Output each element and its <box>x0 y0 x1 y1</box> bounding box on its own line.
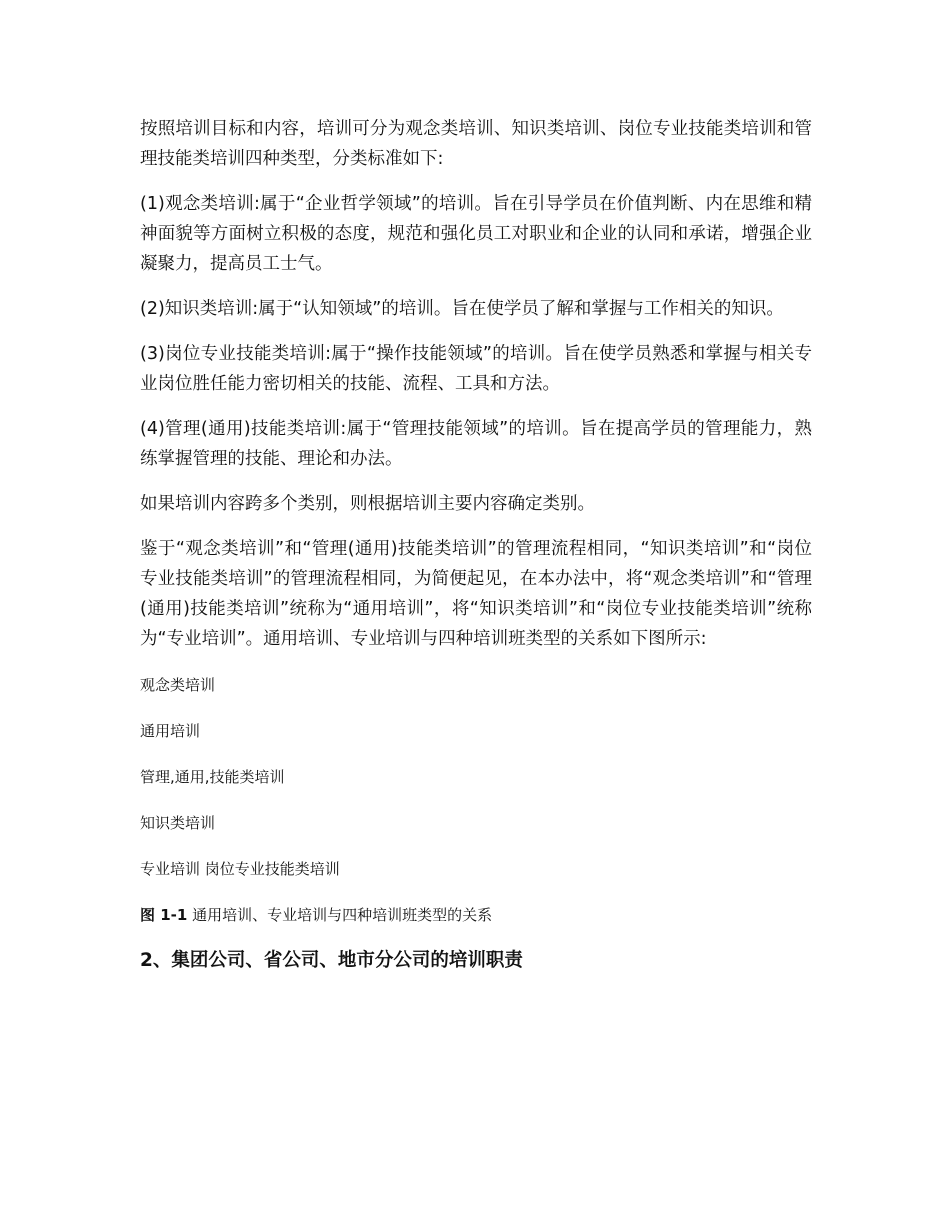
concept-training-paragraph: (1)观念类培训:属于“企业哲学领域”的培训。旨在引导学员在价值判断、内在思维和精神面貌等方面树立积极的态度，规范和强化员工对职业和企业的认同和承诺，增强企业凝聚力，提高员工士气。 <box>140 194 812 274</box>
management-training-paragraph: (4)管理(通用)技能类培训:属于“管理技能领域”的培训。旨在提高学员的管理能力，熟练掌握管理的技能、理论和办法。 <box>140 419 812 469</box>
figure-caption-text: 通用培训、专业培训与四种培训班类型的关系 <box>192 906 493 924</box>
training-relation-diagram <box>140 674 812 880</box>
diagram-label-general: 通用培训 <box>140 722 201 740</box>
skill-training-paragraph: (3)岗位专业技能类培训:属于“操作技能领域”的培训。旨在使学员熟悉和掌握与相关专业岗位胜任能力密切相关的技能、流程、工具和方法。 <box>140 344 812 394</box>
classification-summary-paragraph: 鉴于“观念类培训”和“管理(通用)技能类培训”的管理流程相同，“知识类培训”和“岗位专业技能类培训”的管理流程相同，为简便起见，在本办法中，将“观念类培训”和“管理(通用)技能类培训”统称为“通用培训”，将“知识类培训”和“岗位专业技能类培训”统称为“专业培训”。通用培训、专业培训与四种培训班类型的关系如下图所示: <box>140 539 812 649</box>
diagram-label-knowledge: 知识类培训 <box>140 814 216 832</box>
figure-caption <box>140 904 812 926</box>
diagram-label-management: 管理,通用,技能类培训 <box>140 768 285 786</box>
diagram-label-professional: 专业培训 岗位专业技能类培训 <box>140 860 340 878</box>
figure-number: 图 1-1 <box>140 906 188 924</box>
diagram-label-concept: 观念类培训 <box>140 676 216 694</box>
multi-category-paragraph: 如果培训内容跨多个类别，则根据培训主要内容确定类别。 <box>140 494 595 514</box>
intro-paragraph: 按照培训目标和内容，培训可分为观念类培训、知识类培训、岗位专业技能类培训和管理技能类培训四种类型，分类标准如下: <box>140 119 812 169</box>
section-heading: 2、集团公司、省公司、地市分公司的培训职责 <box>140 950 523 971</box>
document-body <box>140 114 812 976</box>
knowledge-training-paragraph: (2)知识类培训:属于“认知领域”的培训。旨在使学员了解和掌握与工作相关的知识。 <box>140 299 784 319</box>
